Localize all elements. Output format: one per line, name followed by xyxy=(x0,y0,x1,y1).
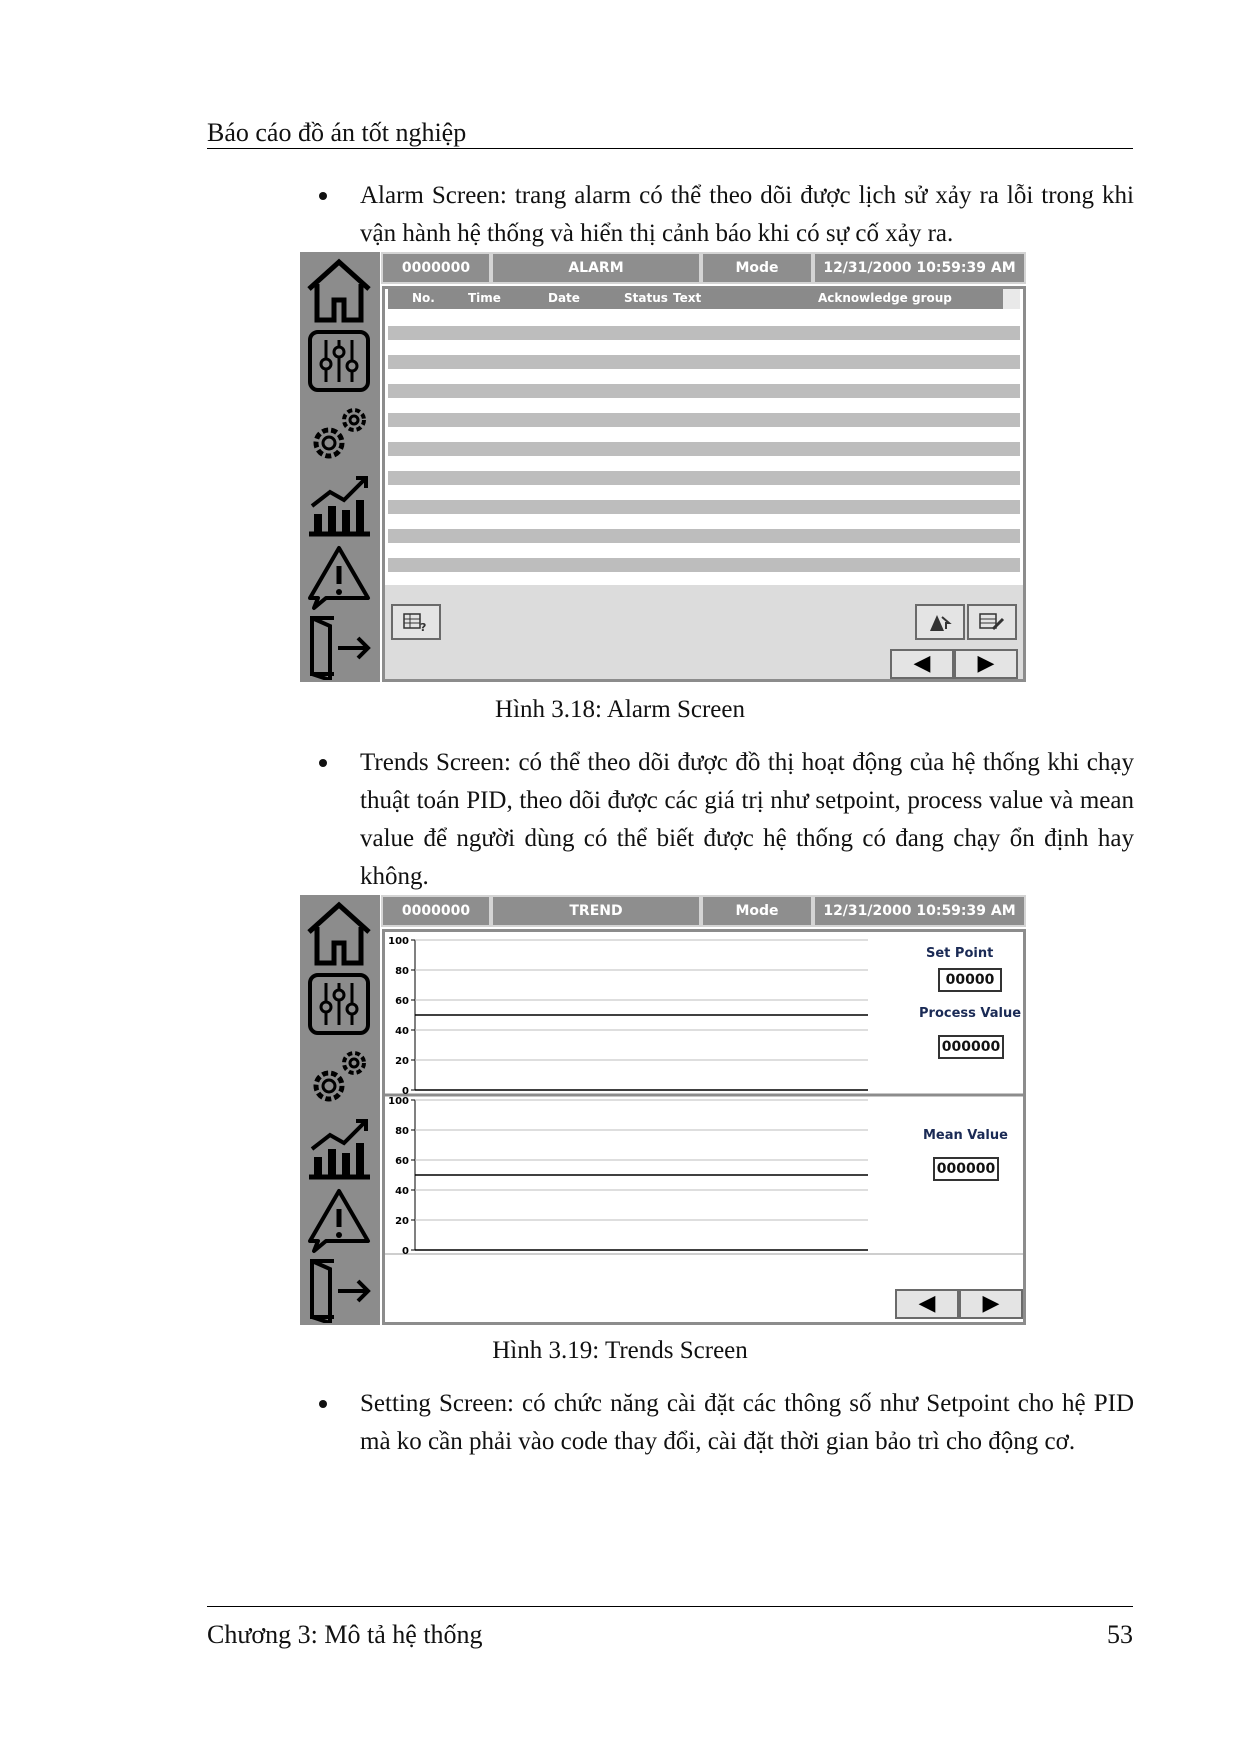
alarm-panel xyxy=(382,286,1026,682)
scroll-forward-button[interactable] xyxy=(959,1289,1023,1319)
table-row[interactable] xyxy=(388,456,1020,471)
page-number: 53 xyxy=(1107,1620,1133,1649)
bullet-marker xyxy=(319,1400,327,1408)
footer-divider xyxy=(207,1606,1133,1607)
footer-chapter: Chương 3: Mô tả hệ thống xyxy=(207,1620,483,1649)
y-tick-label: 0 xyxy=(402,1246,409,1257)
set-point-label: Set Point xyxy=(926,946,994,961)
y-tick-label: 40 xyxy=(395,1026,409,1037)
column-header-no[interactable]: No. xyxy=(412,291,435,305)
edit-alarm-button[interactable] xyxy=(967,604,1017,640)
table-row[interactable] xyxy=(388,398,1020,413)
next-page-button[interactable] xyxy=(954,649,1018,679)
table-edit-icon xyxy=(979,611,1005,633)
column-header-date[interactable]: Date xyxy=(548,291,580,305)
bullet-text-setting: Setting Screen: có chức năng cài đặt các thông số như Setpoint cho hệ PID mà ko cần phải vào code thay đổi, cài đặt thời gian bảo trì cho động cơ. xyxy=(360,1390,1134,1455)
arrow-left-icon: ◀ xyxy=(918,1291,936,1316)
table-row[interactable] xyxy=(388,369,1020,384)
arrow-right-icon: ▶ xyxy=(977,651,995,676)
column-header-status[interactable]: Status xyxy=(624,291,668,305)
column-header-acknowledge-group[interactable]: Acknowledge group xyxy=(818,291,952,305)
alarm-table-body[interactable] xyxy=(388,311,1020,583)
set-point-field[interactable]: 00000 xyxy=(938,968,1002,992)
exit-icon[interactable] xyxy=(304,1253,374,1323)
table-row[interactable] xyxy=(388,311,1020,326)
arrow-right-icon: ▶ xyxy=(982,1291,1000,1316)
bullet-text-alarm: Alarm Screen: trang alarm có thể theo dõi được lịch sử xảy ra lỗi trong khi vận hành hệ thống và hiển thị cảnh báo khi có sự cố xảy ra. xyxy=(360,182,1134,247)
exit-icon[interactable] xyxy=(304,610,374,680)
bullet-marker xyxy=(319,192,327,200)
svg-text:?: ? xyxy=(420,621,427,633)
acknowledge-icon xyxy=(927,611,953,633)
sliders-icon[interactable] xyxy=(304,969,374,1039)
previous-page-button[interactable] xyxy=(890,649,954,679)
table-row[interactable] xyxy=(388,384,1020,399)
y-tick-label: 60 xyxy=(395,1156,409,1167)
figure-caption-alarm: Hình 3.18: Alarm Screen xyxy=(495,696,745,723)
column-header-text[interactable]: Text xyxy=(673,291,702,305)
y-tick-label: 80 xyxy=(395,1126,409,1137)
alarm-icon[interactable] xyxy=(304,542,374,612)
alarm-icon[interactable] xyxy=(304,1185,374,1255)
table-row[interactable] xyxy=(388,500,1020,515)
table-row[interactable] xyxy=(388,514,1020,529)
table-row[interactable] xyxy=(388,558,1020,573)
alarm-screen-figure xyxy=(300,252,1026,682)
home-icon[interactable] xyxy=(304,254,374,324)
y-tick-label: 80 xyxy=(395,966,409,977)
table-row[interactable] xyxy=(388,543,1020,558)
mode-display[interactable]: Mode xyxy=(701,895,813,927)
bullet-marker xyxy=(319,759,327,767)
top-status-bar xyxy=(381,895,1026,927)
trend-panel xyxy=(382,929,1026,1325)
datetime-display: 12/31/2000 10:59:39 AM xyxy=(813,895,1026,927)
header-divider xyxy=(207,148,1133,149)
bullet-text-trends: Trends Screen: có thể theo dõi được đồ thị hoạt động của hệ thống khi chạy thuật toán PID, theo dõi được các giá trị như setpoint, process value và mean value để người dùng có thể biết được hệ thống có đang chạy ổn định hay không. xyxy=(360,749,1134,890)
table-row[interactable] xyxy=(388,427,1020,442)
y-tick-label: 0 xyxy=(402,1086,409,1097)
top-status-bar xyxy=(381,252,1026,284)
table-row[interactable] xyxy=(388,326,1020,341)
table-row[interactable] xyxy=(388,471,1020,486)
table-help-icon xyxy=(403,611,429,633)
id-display: 0000000 xyxy=(381,895,491,927)
figure-caption-trends: Hình 3.19: Trends Screen xyxy=(492,1337,748,1364)
trend-charts xyxy=(385,932,1023,1322)
gears-icon[interactable] xyxy=(304,398,374,468)
trend-screen-figure xyxy=(300,895,1026,1325)
id-display: 0000000 xyxy=(381,252,491,284)
table-row[interactable] xyxy=(388,442,1020,457)
nav-sidebar xyxy=(300,895,380,1325)
mean-value-label: Mean Value xyxy=(923,1128,1008,1143)
y-tick-label: 40 xyxy=(395,1186,409,1197)
mean-value-field: 000000 xyxy=(933,1157,999,1181)
header-scroll-corner xyxy=(1003,289,1020,309)
table-row[interactable] xyxy=(388,529,1020,544)
gears-icon[interactable] xyxy=(304,1041,374,1111)
table-row[interactable] xyxy=(388,355,1020,370)
table-row[interactable] xyxy=(388,485,1020,500)
process-value-field: 000000 xyxy=(938,1035,1004,1059)
alarm-table-header xyxy=(388,289,1020,309)
nav-sidebar xyxy=(300,252,380,682)
y-tick-label: 100 xyxy=(388,936,409,947)
table-row[interactable] xyxy=(388,340,1020,355)
y-tick-label: 100 xyxy=(388,1096,409,1107)
scroll-back-button[interactable] xyxy=(895,1289,959,1319)
screen-title: ALARM xyxy=(491,252,701,284)
column-header-time[interactable]: Time xyxy=(468,291,501,305)
datetime-display: 12/31/2000 10:59:39 AM xyxy=(813,252,1026,284)
home-icon[interactable] xyxy=(304,897,374,967)
page-header: Báo cáo đồ án tốt nghiệp xyxy=(207,118,467,147)
process-value-label: Process Value xyxy=(919,1006,1022,1021)
chart-icon[interactable] xyxy=(304,1113,374,1183)
screen-title: TREND xyxy=(491,895,701,927)
chart-icon[interactable] xyxy=(304,470,374,540)
arrow-left-icon: ◀ xyxy=(913,651,931,676)
y-tick-label: 20 xyxy=(395,1056,409,1067)
y-tick-label: 60 xyxy=(395,996,409,1007)
y-tick-label: 20 xyxy=(395,1216,409,1227)
mode-display[interactable]: Mode xyxy=(701,252,813,284)
sliders-icon[interactable] xyxy=(304,326,374,396)
alarm-info-button[interactable] xyxy=(391,604,441,640)
acknowledge-button[interactable] xyxy=(915,604,965,640)
table-row[interactable] xyxy=(388,413,1020,428)
